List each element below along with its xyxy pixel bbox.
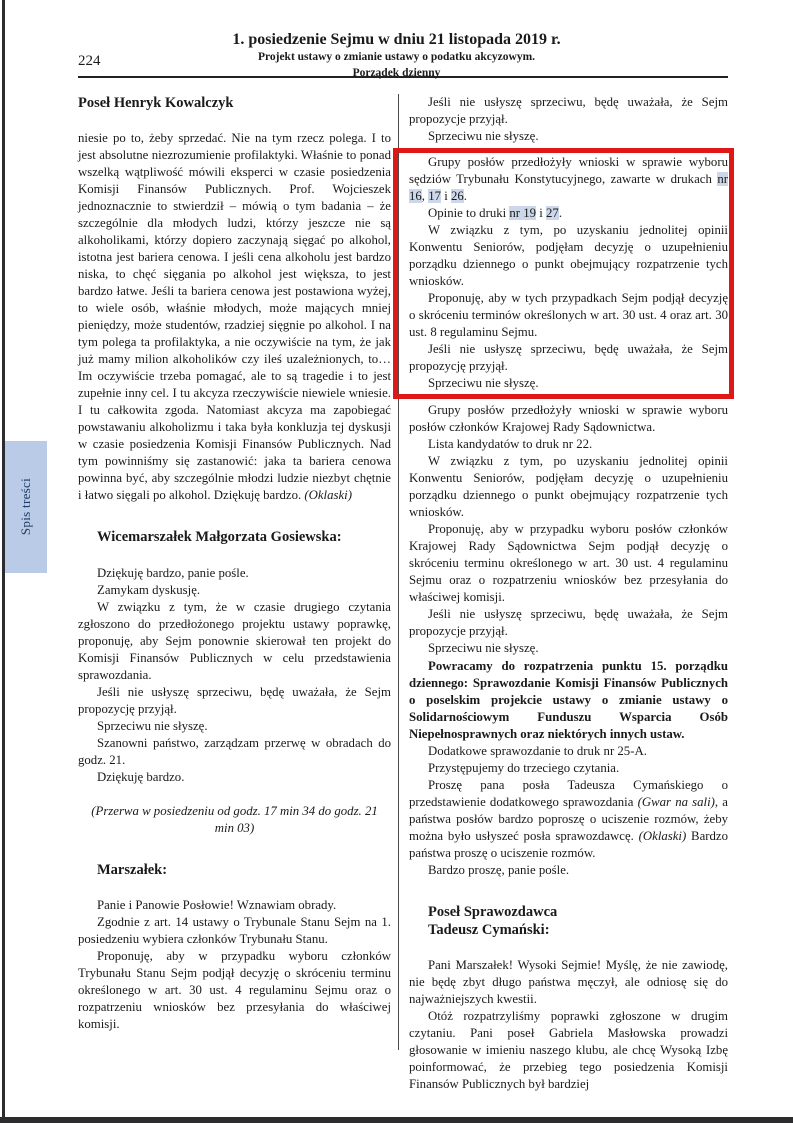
stage-inline-note: (Oklaski): [638, 828, 687, 843]
paragraph: Powracamy do rozpatrzenia punktu 15. porządku dziennego: Sprawozdanie Komisji Finansów Publicznych o poselskim projekcie ustawy o zmianie ustawy o Solidarnościowym Funduszu Wsparcia Osób Niepełnosprawnych oraz niektórych innych ustaw.: [409, 658, 728, 741]
column-left: [78, 94, 391, 1093]
speaker-name-line: Tadeusz Cymański:: [428, 921, 550, 938]
paragraph: W związku z tym, po uzyskaniu jednolitej opinii Konwentu Seniorów, podjęłam decyzję o uzupełnieniu porządku dziennego o punkt obejmujący rozpatrzenie tych wniosków.: [409, 454, 728, 520]
text-segment: i: [536, 206, 547, 221]
highlighted-reference: 26: [450, 189, 464, 204]
sidebar-tab-label: Spis treści: [18, 478, 33, 536]
speaker-heading: [78, 94, 391, 112]
sidebar-tab-spis-tresci[interactable]: [5, 441, 47, 573]
paragraph: Proponuję, aby w przypadku wyboru posłów członków Krajowej Rady Sądownictwa Sejm podjął decyzję o skróceniu terminu określonego w art. 30 ust. 4 regulaminu Sejmu oraz o rozpatrzeniu wniosków bez przesyłania do właściwej komisji.: [409, 522, 728, 605]
paragraph: Zgodnie z art. 14 ustawy o Trybunale Stanu Sejm na 1. posiedzeniu wybiera członków Trybunału Stanu.: [78, 914, 391, 946]
stage-inline-note: (Oklaski): [304, 488, 352, 503]
paragraph: Jeśli nie usłyszę sprzeciwu, będę uważała, że Sejm propozycje przyjął.: [409, 95, 728, 127]
paragraph: Jeśli nie usłyszę sprzeciwu, będę uważała, że Sejm propozycję przyjął.: [409, 342, 728, 374]
paragraph: W związku z tym, po uzyskaniu jednolitej opinii Konwentu Seniorów, podjęłam decyzję o uzupełnieniu porządku dziennego o punkt obejmujący rozpatrzenie tych wniosków.: [409, 223, 728, 289]
paragraph: Pani Marszałek! Wysoki Sejmie! Myślę, że nie zawiodę, nie będę zbyt długo państwa męczył, ale odniosę się do najważniejszych kwestii.: [409, 957, 728, 1006]
text-segment: .: [463, 189, 467, 204]
header-subtitle-bill: Projekt ustawy o zmianie ustawy o podatku akcyzowym.: [257, 51, 536, 64]
text-columns: [78, 94, 728, 1093]
page-number: 224: [78, 53, 101, 69]
page-header: [0, 31, 793, 80]
paragraph: Bardzo proszę, panie pośle.: [428, 862, 570, 877]
text-segment: Proszę pana posła Tadeusza Cymańskiego o przedstawienie dodatkowego sprawozdania: [409, 777, 728, 809]
highlighted-reference: 27: [546, 206, 559, 221]
stage-inline-note: (Gwar na sali): [637, 794, 715, 809]
text-segment: Opinie to druki: [428, 206, 510, 221]
text-segment: .: [558, 206, 563, 221]
text-segment: Grupy posłów przedłożyły wnioski w sprawie wyboru sędziów Trybunału Konstytucyjnego, zawarte w drukach: [409, 155, 728, 187]
paragraph: Dziękuję bardzo, panie pośle.: [97, 565, 249, 580]
highlighted-reference: 17: [428, 189, 441, 204]
paragraph: Proponuję, aby w przypadku wyboru członków Trybunału Stanu Sejm podjął decyzję o skróceniu terminu określonego w art. 30 ust. 4 regulaminu Sejmu oraz o rozpatrzeniu wniosków bez przesyłania do właściwej komisji.: [78, 949, 391, 1032]
text-segment: , a państwa posłów bardzo poproszę o uciszenie rozmów, żeby można było usłyszeć posła sprawozdawcę.: [409, 794, 728, 843]
highlighted-reference: nr 19: [509, 206, 537, 221]
paragraph: Zamykam dyskusję.: [97, 582, 201, 597]
paragraph: Lista kandydatów to druk nr 22.: [428, 437, 593, 452]
column-right: [409, 94, 728, 1093]
paragraph: Sprzeciwu nie słyszę.: [428, 376, 539, 391]
page-bottom-edge-line: [0, 1117, 793, 1123]
paragraph: [78, 130, 391, 504]
paragraph: Przystępujemy do trzeciego czytania.: [428, 760, 620, 775]
speaker-heading: [78, 861, 391, 879]
header-session-title: 1. posiedzenie Sejmu w dniu 21 listopada 2019 r.: [232, 31, 561, 48]
paragraph: [409, 777, 728, 862]
paragraph: [409, 205, 728, 222]
paragraph: Dziękuję bardzo.: [97, 769, 185, 784]
header-rule: [78, 76, 728, 78]
stage-direction: (Przerwa w posiedzeniu od godz. 17 min 34 do godz. 21 min 03): [91, 803, 378, 835]
speaker-heading: [409, 903, 728, 939]
text-segment: ,: [421, 189, 429, 204]
text-segment: Bardzo państwa proszę o uciszenie rozmów.: [409, 828, 728, 860]
text-segment: i: [441, 189, 451, 204]
paragraph: Proponuję, aby w tych przypadkach Sejm podjął decyzję o skróceniu terminów określonych w art. 30 ust. 4 oraz art. 30 ust. 8 regulaminu Sejmu.: [409, 291, 728, 340]
paragraph: Jeśli nie usłyszę sprzeciwu, będę uważała, że Sejm propozycję przyjął.: [78, 684, 391, 716]
paragraph: W związku z tym, że w czasie drugiego czytania zgłoszono do przedłożonego projektu ustawy poprawkę, proponuję, aby Sejm ponownie skierował ten projekt do Komisji Finansów Publicznych w celu przedstawienia sprawozdania.: [78, 599, 391, 682]
speaker-heading: [78, 528, 391, 546]
paragraph: Sprzeciwu nie słyszę.: [428, 129, 539, 144]
paragraph: Dodatkowe sprawozdanie to druk nr 25-A.: [428, 743, 647, 758]
paragraph: Panie i Panowie Posłowie! Wznawiam obrady.: [97, 897, 337, 912]
paragraph: Sprzeciwu nie słyszę.: [428, 641, 539, 656]
speaker-name-line: Wicemarszałek Małgorzata Gosiewska:: [97, 529, 342, 546]
paragraph: Otóż rozpatrzyliśmy poprawki zgłoszone w drugim czytaniu. Pani poseł Gabriela Masłowska prowadzi głosowanie w imieniu naszego klubu, ale chcę Wysoką Izbę poinformować, że przebieg tego posiedzenia Komisji Finansów Publicznych był bardziej: [409, 1009, 728, 1092]
paragraph: Szanowni państwo, zarządzam przerwę w obradach do godz. 21.: [78, 735, 391, 767]
red-annotation-box: [393, 148, 734, 399]
highlighted-reference: nr 16: [409, 172, 728, 204]
speaker-name-line: Marszałek:: [97, 861, 168, 878]
text-segment: niesie po to, żeby sprzedać. Nie na tym rzecz polega. I to jest absolutne niezrozumienie profilaktyki. Właśnie to ponad wszelką wątpliwość mówili eksperci w czasie posiedzenia Komisji Finansów Publicznych. Prof. Wojcieszek jednoznacznie to stwierdził – mówią o tym badania – że szczególnie dla młodych ludzi, którzy jeszcze nie są alkoholikami, którzy dopiero zaczynają sięgać po alkohol, istotna jest bariera cenowa. I jeśli cena alkoholu jest bardzo niska, to chęć sięgania po alkohol jest większa, to jest bardzo łatwe. Jeśli ta bariera cenowa jest postawiona wyżej, to wiele osób, właśnie młodych, może mających mniej pieniędzy, może studentów, rzadziej sięgnie po alkohol. I na tym polega ta profilaktyka, a nie oczywiście na tym, że jak już mamy milion alkoholików czy ileś uzależnionych, to… Im oczywiście trzeba pomagać, ale to są tragedie i to jest zupełnie inny cel. I tu akcyza rzeczywiście niewiele wniesie. I tu całkowita zgoda. Natomiast akcyza ma zapobiegać powstawaniu alkoholizmu i taka była konkluzja tej dyskusji w czasie posiedzenia Komisji Finansów Publicznych. Nad tym powinniśmy się zastanowić: jaka ta bariera cenowa powinna być, aby szczególnie młodzi ludzie niezbyt chętnie i łatwo sięgali po alkohol. Dziękuję bardzo.: [78, 131, 391, 503]
header-subtitle-agenda: Porządek dzienny: [352, 66, 441, 79]
speaker-name-line: Poseł Sprawozdawca: [428, 903, 558, 920]
paragraph: [409, 154, 728, 205]
paragraph: Jeśli nie usłyszę sprzeciwu, będę uważała, że Sejm propozycje przyjął.: [409, 607, 728, 639]
paragraph: Sprzeciwu nie słyszę.: [97, 718, 208, 733]
speaker-name-line: Poseł Henryk Kowalczyk: [78, 95, 234, 111]
paragraph: Grupy posłów przedłożyły wnioski w sprawie wyboru posłów członków Krajowej Rady Sądownictwa.: [409, 403, 728, 435]
